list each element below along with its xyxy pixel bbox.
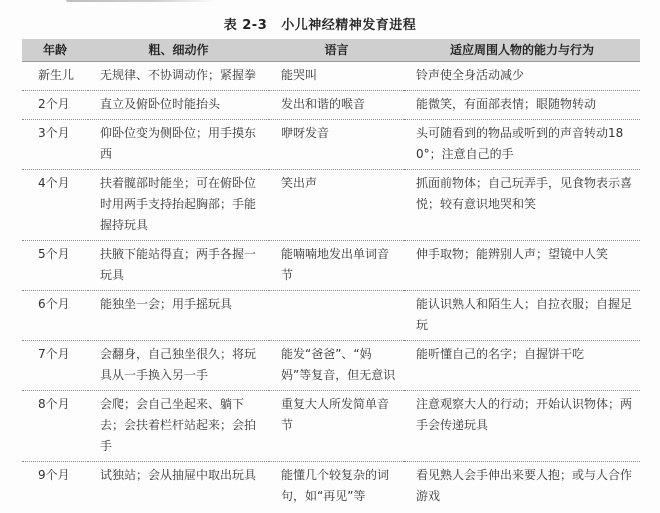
cell-adaptive: 头可随看到的物品或听到的声音转动180°；注意自己的手 <box>404 120 640 170</box>
cell-motor: 会爬；会自己坐起来、躺下去；会扶着栏杆站起来；会拍手 <box>88 391 269 462</box>
cell-motor: 扶腋下能站得直；两手各握一玩具 <box>88 241 269 291</box>
cell-adaptive: 铃声使全身活动减少 <box>404 62 640 91</box>
table-row <box>22 462 640 512</box>
header-motor: 粗、细动作 <box>88 39 269 62</box>
header-language: 语言 <box>269 39 404 62</box>
table-row <box>22 170 640 241</box>
cell-age: 4个月 <box>22 170 88 241</box>
table-row <box>22 62 640 91</box>
cell-adaptive: 能认识熟人和陌生人；自拉衣服；自握足玩 <box>404 291 640 341</box>
development-table <box>22 39 640 511</box>
cell-motor: 扶着髋部时能坐；可在俯卧位时用两手支持抬起胸部；手能握持玩具 <box>88 170 269 241</box>
cell-language: 能懂几个较复杂的词句，如“再见”等 <box>281 468 390 503</box>
cell-language: 重复大人所发简单音节 <box>269 391 404 462</box>
table-caption-title: 小儿神经精神发育进程 <box>281 18 417 33</box>
table-row <box>22 291 640 341</box>
cell-language: 能哭叫 <box>269 62 404 91</box>
cell-motor: 试独站；会从抽屉中取出玩具 <box>100 468 257 482</box>
cell-adaptive: 伸手取物；能辨别人声；望镜中人笑 <box>404 241 640 291</box>
cell-age: 新生儿 <box>22 62 88 91</box>
cell-adaptive: 能听懂自己的名字；自握饼干吃 <box>404 341 640 391</box>
table-caption-number: 表 2-3 <box>223 18 268 33</box>
table-caption <box>0 14 640 33</box>
cell-motor: 能独坐一会；用手摇玩具 <box>88 291 269 341</box>
table-header-row <box>22 39 640 62</box>
table-row <box>22 120 640 170</box>
cell-age: 2个月 <box>22 91 88 120</box>
cell-language: 发出和谐的喉音 <box>269 91 404 120</box>
cell-motor: 直立及俯卧位时能抬头 <box>88 91 269 120</box>
table-row <box>22 341 640 391</box>
cell-age: 6个月 <box>22 291 88 341</box>
table-row <box>22 391 640 462</box>
table-row <box>22 241 640 291</box>
cell-adaptive: 能微笑，有面部表情；眼随物转动 <box>404 91 640 120</box>
cell-adaptive: 看见熟人会手伸出来要人抱；或与人合作游戏 <box>416 468 633 503</box>
cell-age: 3个月 <box>22 120 88 170</box>
cell-language: 笑出声 <box>269 170 404 241</box>
cell-motor: 无规律、不协调动作；紧握拳 <box>88 62 269 91</box>
cell-age: 5个月 <box>22 241 88 291</box>
cell-language: 能发“爸爸”、“妈妈”等复音，但无意识 <box>269 341 404 391</box>
cell-language <box>269 291 404 341</box>
header-age: 年龄 <box>22 39 88 62</box>
cell-motor: 仰卧位变为侧卧位；用手摸东西 <box>88 120 269 170</box>
cell-language: 咿呀发音 <box>269 120 404 170</box>
cell-age: 9个月 <box>38 468 70 482</box>
cell-adaptive: 抓面前物体；自己玩弄手，见食物表示喜悦；较有意识地哭和笑 <box>404 170 640 241</box>
table-row <box>22 91 640 120</box>
cell-age: 7个月 <box>22 341 88 391</box>
header-adaptive-behavior: 适应周围人物的能力与行为 <box>404 39 640 62</box>
cell-language: 能喃喃地发出单词音节 <box>269 241 404 291</box>
cell-adaptive: 注意观察大人的行动；开始认识物体；两手会传递玩具 <box>404 391 640 462</box>
cell-age: 8个月 <box>22 391 88 462</box>
cell-motor: 会翻身，自己独坐很久；将玩具从一手换入另一手 <box>88 341 269 391</box>
cropped-text-fragment <box>66 0 216 2</box>
